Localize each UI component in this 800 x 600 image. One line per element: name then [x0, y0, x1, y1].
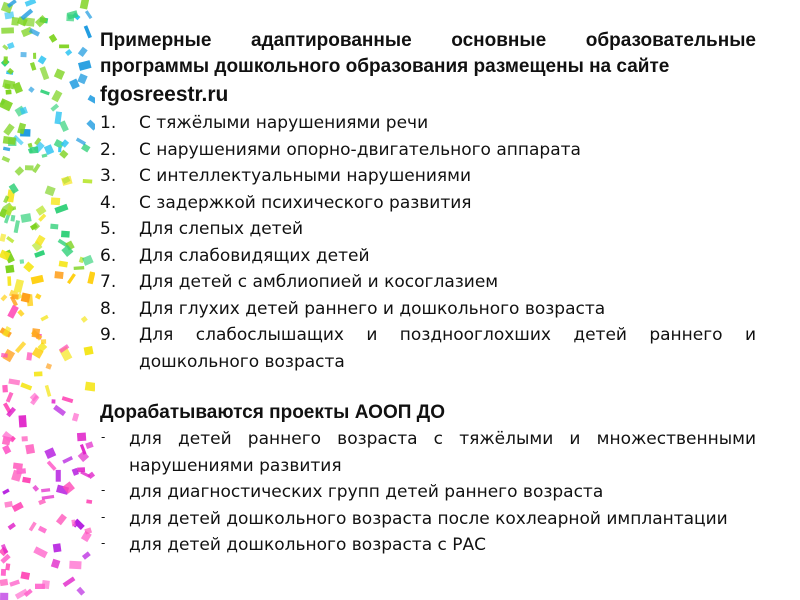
- bullet-marker: -: [101, 509, 106, 524]
- confetti-piece: [20, 382, 32, 390]
- item-text: Для слабовидящих детей: [139, 245, 370, 266]
- confetti-piece: [7, 305, 19, 319]
- confetti-piece: [0, 554, 10, 564]
- confetti-piece: [3, 147, 10, 152]
- item-text: Для слепых детей: [139, 219, 304, 239]
- item-number: 5.: [100, 219, 117, 239]
- confetti-piece: [16, 468, 26, 474]
- confetti-piece: [22, 436, 28, 441]
- confetti-piece: [62, 396, 74, 403]
- item-text: для детей дошкольного возраста после кохлеарной имплантации: [129, 508, 728, 529]
- slide-content: [100, 28, 756, 559]
- bullet-marker: -: [101, 536, 106, 550]
- confetti-border-decoration: [0, 0, 95, 600]
- confetti-piece: [28, 86, 34, 92]
- confetti-piece: [9, 580, 20, 587]
- confetti-piece: [81, 316, 88, 323]
- confetti-piece: [0, 234, 6, 242]
- confetti-piece: [42, 495, 55, 500]
- confetti-piece: [38, 526, 47, 534]
- confetti-piece: [51, 90, 62, 102]
- confetti-piece: [3, 123, 14, 135]
- item-text: для детей раннего возраста с тяжёлыми и множественными нарушениями развития: [129, 429, 756, 476]
- item-text: Для детей с амблиопией и косоглазием: [139, 272, 499, 292]
- confetti-piece: [32, 163, 40, 173]
- confetti-piece: [78, 60, 92, 71]
- confetti-piece: [0, 579, 8, 586]
- item-text: для диагностических групп детей раннего возраста: [129, 482, 604, 502]
- confetti-piece: [11, 294, 18, 299]
- confetti-piece: [84, 25, 92, 38]
- confetti-piece: [54, 204, 68, 214]
- confetti-piece: [5, 563, 10, 570]
- confetti-piece: [7, 276, 11, 286]
- confetti-piece: [14, 220, 20, 233]
- confetti-piece: [49, 34, 58, 43]
- confetti-piece: [42, 580, 50, 589]
- confetti-piece: [71, 520, 75, 527]
- confetti-piece: [85, 10, 92, 19]
- confetti-piece: [80, 0, 89, 10]
- confetti-piece: [81, 143, 90, 152]
- confetti-piece: [44, 447, 56, 459]
- item-number: 3.: [100, 166, 117, 186]
- confetti-piece: [6, 89, 12, 94]
- confetti-piece: [86, 120, 95, 131]
- confetti-piece: [56, 514, 67, 526]
- confetti-piece: [11, 17, 19, 26]
- confetti-piece: [25, 165, 34, 170]
- confetti-piece: [5, 265, 14, 273]
- confetti-piece: [63, 577, 76, 588]
- confetti-piece: [36, 205, 47, 215]
- item-number: 2.: [100, 139, 117, 160]
- confetti-piece: [72, 413, 79, 422]
- item-text: для детей дошкольного возраста с РАС: [129, 535, 487, 555]
- confetti-piece: [61, 231, 70, 238]
- list-item: [100, 137, 756, 164]
- confetti-piece: [25, 444, 35, 454]
- confetti-piece: [14, 279, 24, 293]
- confetti-piece: [77, 433, 86, 442]
- confetti-piece: [2, 489, 10, 495]
- list-item: [100, 216, 756, 243]
- site-name: fgosreestr.ru: [100, 83, 229, 106]
- confetti-piece: [62, 456, 73, 464]
- confetti-piece: [76, 587, 85, 596]
- bullet-marker: -: [101, 483, 106, 497]
- confetti-piece: [51, 399, 55, 403]
- confetti-piece: [22, 477, 31, 484]
- confetti-piece: [82, 551, 91, 559]
- item-text: Для глухих детей раннего и дошкольного возраста: [139, 298, 606, 319]
- confetti-piece: [50, 224, 58, 230]
- confetti-piece: [26, 352, 32, 360]
- confetti-piece: [47, 461, 57, 471]
- confetti-piece: [6, 236, 14, 243]
- confetti-piece: [41, 339, 46, 344]
- item-text: С тяжёлыми нарушениями речи: [139, 113, 429, 133]
- confetti-piece: [1, 27, 14, 33]
- confetti-piece: [1, 353, 8, 358]
- confetti-piece: [8, 523, 16, 531]
- confetti-piece: [3, 56, 7, 64]
- slide-heading: Примерные адаптированные основные образовательные программы дошкольного образования размещены на сайте: [100, 30, 756, 77]
- confetti-piece: [10, 215, 15, 222]
- confetti-piece: [29, 28, 40, 37]
- confetti-piece: [25, 0, 37, 7]
- confetti-piece: [58, 147, 61, 152]
- confetti-piece: [53, 543, 62, 552]
- confetti-piece: [34, 250, 45, 258]
- item-number: 8.: [100, 298, 117, 319]
- confetti-piece: [4, 83, 10, 89]
- confetti-piece: [76, 137, 86, 145]
- confetti-piece: [15, 166, 25, 176]
- drafts-heading: Дорабатываются проекты АООП ДО: [100, 402, 445, 423]
- confetti-piece: [77, 73, 87, 84]
- confetti-piece: [34, 371, 43, 376]
- list-item: [100, 190, 756, 217]
- confetti-piece: [30, 147, 39, 154]
- confetti-piece: [28, 143, 33, 148]
- confetti-piece: [0, 98, 13, 111]
- confetti-piece: [78, 47, 88, 57]
- confetti-piece: [65, 49, 72, 56]
- confetti-piece: [15, 589, 28, 600]
- confetti-piece: [2, 445, 11, 455]
- confetti-piece: [88, 95, 95, 104]
- item-number: 4.: [100, 192, 117, 213]
- confetti-piece: [50, 103, 59, 111]
- confetti-piece: [80, 444, 87, 455]
- confetti-piece: [4, 501, 13, 508]
- confetti-piece: [15, 341, 26, 353]
- confetti-piece: [54, 271, 63, 279]
- confetti-piece: [35, 293, 42, 299]
- confetti-piece: [44, 144, 54, 155]
- confetti-piece: [20, 572, 30, 580]
- confetti-piece: [33, 53, 36, 59]
- confetti-piece: [85, 441, 93, 449]
- confetti-piece: [61, 176, 72, 186]
- list-item: [100, 426, 756, 479]
- confetti-piece: [31, 275, 44, 285]
- list-item: [100, 532, 756, 559]
- confetti-piece: [33, 546, 48, 558]
- item-number: 6.: [100, 245, 117, 266]
- confetti-piece: [74, 266, 85, 270]
- list-item: [100, 296, 756, 323]
- confetti-piece: [23, 262, 34, 273]
- confetti-piece: [29, 522, 37, 532]
- item-text: С задержкой психического развития: [139, 192, 472, 213]
- list-item: [100, 269, 756, 296]
- confetti-piece: [83, 179, 93, 184]
- confetti-piece: [0, 593, 8, 600]
- confetti-piece: [35, 15, 48, 27]
- confetti-piece: [59, 45, 69, 49]
- confetti-piece: [40, 89, 50, 95]
- confetti-piece: [2, 385, 8, 393]
- confetti-piece: [51, 197, 60, 205]
- confetti-piece: [12, 502, 24, 512]
- confetti-piece: [87, 271, 95, 284]
- confetti-piece: [18, 415, 26, 427]
- confetti-piece: [1, 569, 6, 576]
- drafts-list: [100, 426, 756, 559]
- confetti-piece: [82, 255, 94, 266]
- confetti-piece: [40, 66, 50, 80]
- confetti-piece: [41, 488, 50, 492]
- confetti-piece: [0, 294, 7, 301]
- list-item: [100, 506, 756, 533]
- confetti-piece: [40, 315, 48, 322]
- confetti-piece: [51, 559, 61, 569]
- bullet-marker: -: [101, 430, 106, 444]
- confetti-piece: [32, 485, 39, 492]
- confetti-piece: [38, 55, 47, 64]
- confetti-piece: [20, 259, 25, 264]
- confetti-piece: [54, 68, 65, 79]
- confetti-piece: [6, 392, 14, 403]
- confetti-piece: [41, 153, 47, 157]
- list-item: [100, 479, 756, 506]
- confetti-piece: [56, 470, 61, 482]
- confetti-piece: [53, 405, 66, 416]
- confetti-piece: [8, 378, 20, 385]
- confetti-piece: [67, 273, 76, 284]
- item-text: С интеллектуальными нарушениями: [139, 166, 471, 186]
- item-number: 9.: [100, 325, 117, 345]
- list-item: [100, 243, 756, 270]
- confetti-piece: [69, 561, 81, 569]
- item-text: Для слабослышащих и позднооглохших детей раннего и дошкольного возраста: [139, 325, 756, 372]
- item-number: 1.: [100, 113, 117, 133]
- confetti-piece: [59, 261, 68, 268]
- confetti-piece: [85, 382, 95, 392]
- confetti-piece: [21, 52, 27, 57]
- confetti-piece: [13, 463, 23, 470]
- programs-list: [100, 110, 756, 375]
- list-item: [100, 322, 756, 375]
- confetti-piece: [17, 309, 24, 316]
- confetti-piece: [84, 346, 94, 355]
- confetti-piece: [46, 363, 52, 370]
- confetti-piece: [45, 185, 56, 196]
- confetti-piece: [77, 467, 85, 472]
- list-item: [100, 110, 756, 137]
- item-text: С нарушениями опорно-двигательного аппарата: [139, 139, 581, 160]
- confetti-piece: [32, 328, 41, 338]
- list-item: [100, 163, 756, 190]
- confetti-piece: [30, 62, 36, 71]
- confetti-piece: [2, 156, 11, 163]
- confetti-piece: [86, 499, 92, 503]
- item-number: 7.: [100, 272, 117, 292]
- confetti-piece: [20, 213, 31, 223]
- confetti-piece: [45, 385, 52, 397]
